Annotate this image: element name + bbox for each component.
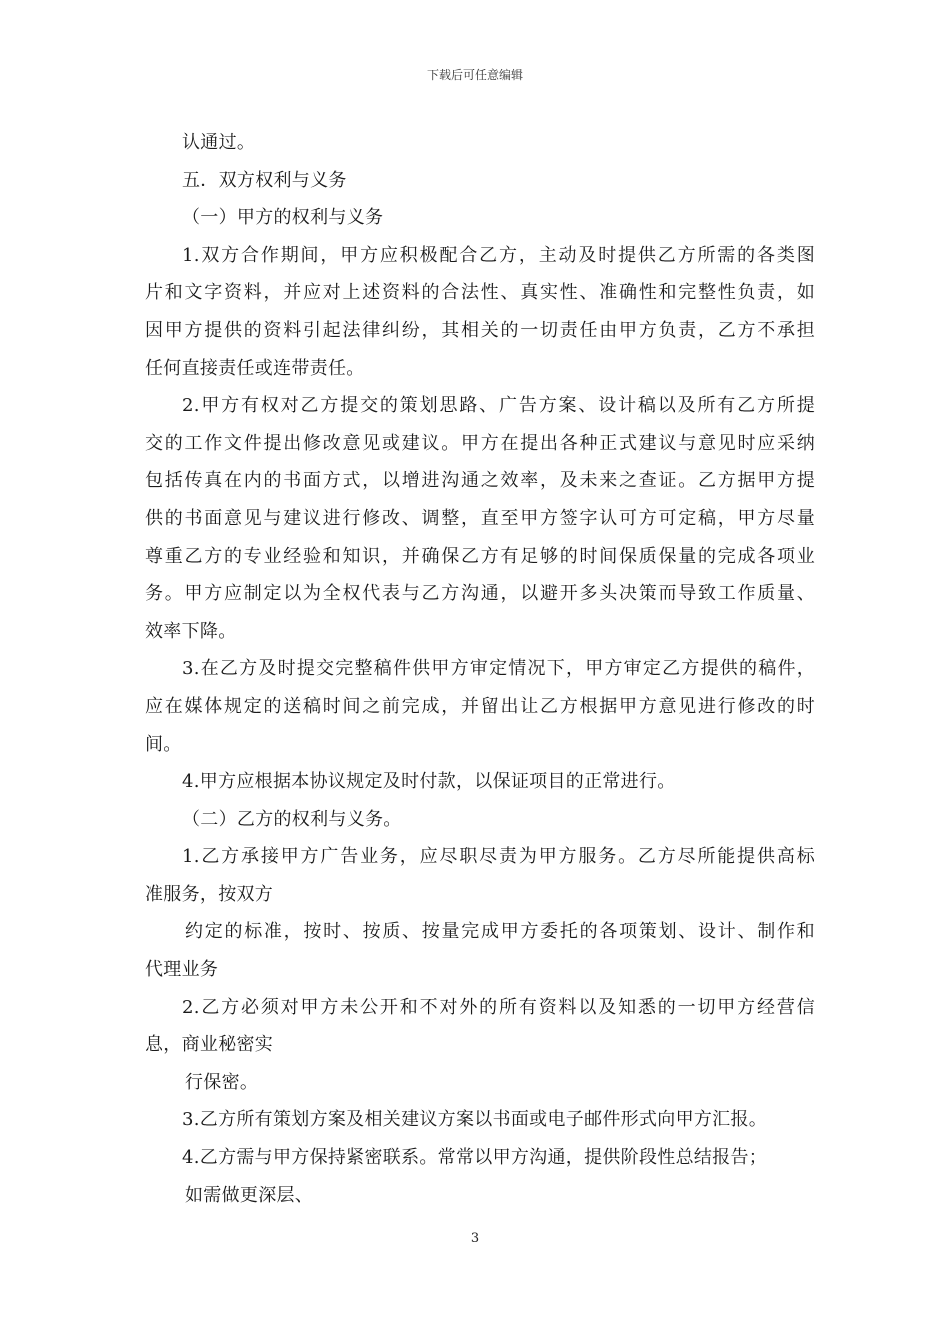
text-line: 尊重乙方的专业经验和知识，并确保乙方有足够的时间保质保量的完成各项业	[145, 545, 815, 567]
text-line: 4.甲方应根据本协议规定及时付款，以保证项目的正常进行。	[182, 771, 676, 793]
text-line: （一）甲方的权利与义务	[182, 207, 384, 229]
document-body	[145, 124, 815, 1214]
page-number: 3	[470, 1231, 480, 1246]
text-line: 3.乙方所有策划方案及相关建议方案以书面或电子邮件形式向甲方汇报。	[182, 1109, 768, 1131]
text-line: 3.在乙方及时提交完整稿件供甲方审定情况下，甲方审定乙方提供的稿件，	[182, 658, 815, 680]
text-line: 代理业务	[145, 959, 219, 981]
text-line: 4.乙方需与甲方保持紧密联系。常常以甲方沟通，提供阶段性总结报告；	[182, 1147, 768, 1169]
text-line: 五．双方权利与义务	[182, 169, 347, 191]
text-line: 行保密。	[185, 1071, 259, 1093]
text-line: 应在媒体规定的送稿时间之前完成，并留出让乙方根据甲方意见进行修改的时	[145, 695, 815, 717]
text-line: 息，商业秘密实	[145, 1034, 274, 1056]
text-line: 间。	[145, 733, 182, 755]
text-line: 包括传真在内的书面方式，以增进沟通之效率，及未来之查证。乙方据甲方提	[145, 470, 815, 492]
text-line: （二）乙方的权利与义务。	[182, 808, 402, 830]
text-line: 2.甲方有权对乙方提交的策划思路、广告方案、设计稿以及所有乙方所提	[182, 395, 815, 417]
text-line: 1.双方合作期间，甲方应积极配合乙方，主动及时提供乙方所需的各类图	[182, 244, 815, 266]
text-line: 效率下降。	[145, 620, 237, 642]
text-line: 如需做更深层、	[185, 1184, 314, 1206]
text-line: 片和文字资料，并应对上述资料的合法性、真实性、准确性和完整性负责，如	[145, 282, 815, 304]
text-line: 因甲方提供的资料引起法律纠纷，其相关的一切责任由甲方负责，乙方不承担	[145, 319, 815, 341]
text-line: 务。甲方应制定以为全权代表与乙方沟通，以避开多头决策而导致工作质量、	[145, 583, 815, 605]
text-line: 2.乙方必须对甲方未公开和不对外的所有资料以及知悉的一切甲方经营信	[182, 996, 815, 1018]
text-line: 约定的标准，按时、按质、按量完成甲方委托的各项策划、设计、制作和	[185, 921, 815, 943]
text-line: 交的工作文件提出修改意见或建议。甲方在提出各种正式建议与意见时应采纳	[145, 432, 815, 454]
text-line: 认通过。	[182, 132, 256, 153]
text-line: 准服务，按双方	[145, 883, 274, 905]
text-line: 供的书面意见与建议进行修改、调整，直至甲方签字认可方可定稿，甲方尽量	[145, 507, 815, 529]
page-header: 下载后可任意编辑	[426, 68, 523, 82]
text-line: 1.乙方承接甲方广告业务，应尽职尽责为甲方服务。乙方尽所能提供高标	[182, 846, 815, 868]
text-line: 任何直接责任或连带责任。	[145, 357, 365, 379]
